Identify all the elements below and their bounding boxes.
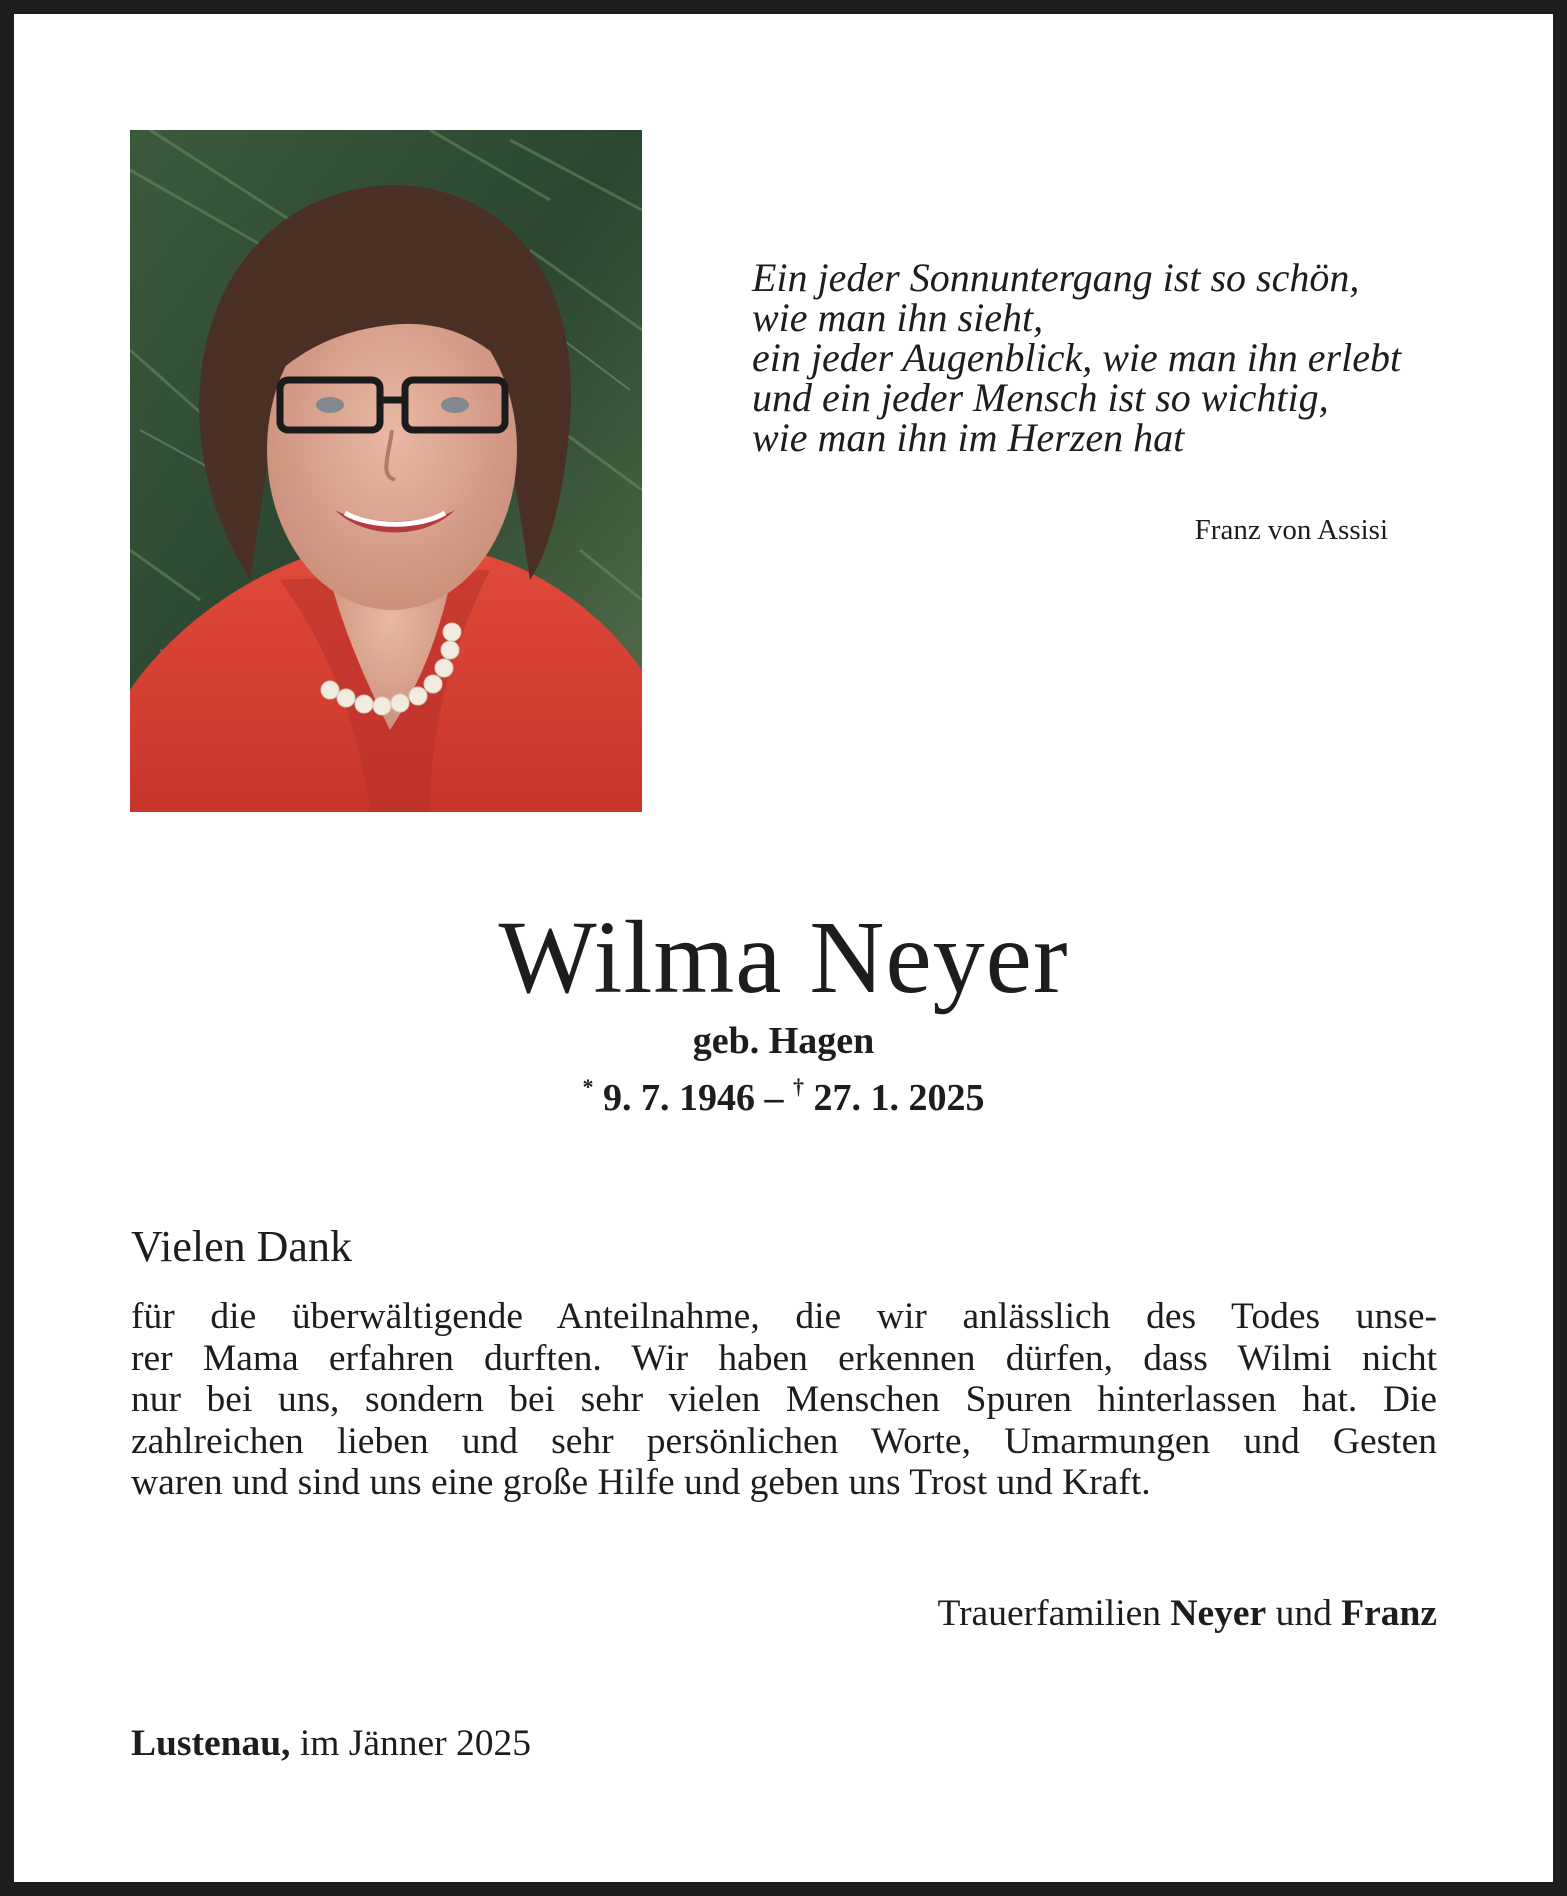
- family-name-1: Neyer: [1170, 1593, 1267, 1634]
- thanks-line: für die überwältigende Anteilnahme, die wir anlässlich des Todes unse-: [131, 1296, 1437, 1337]
- date-separator: –: [764, 1077, 784, 1119]
- place: Lustenau,: [131, 1723, 291, 1764]
- thanks-line: waren und sind uns eine große Hilfe und geben uns Trost und Kraft.: [131, 1462, 1151, 1503]
- quote-line: wie man ihn sieht,: [752, 295, 1044, 340]
- death-symbol: †: [793, 1074, 804, 1099]
- birth-date: 9. 7. 1946: [603, 1077, 755, 1119]
- thanks-line: zahlreichen lieben und sehr persönlichen Worte, Umarmungen und Gesten: [131, 1420, 1437, 1462]
- birth-symbol: *: [582, 1074, 594, 1099]
- date: im Jänner 2025: [299, 1723, 532, 1764]
- signature-conjunction: und: [1275, 1593, 1332, 1634]
- quote-line: wie man ihn im Herzen hat: [752, 415, 1185, 460]
- thanks-line: nur bei uns, sondern bei sehr vielen Menschen Spuren hinterlassen hat. Die: [131, 1379, 1437, 1420]
- memorial-quote: [752, 255, 1442, 460]
- portrait-photo: [130, 130, 642, 812]
- quote-line: Ein jeder Sonnuntergang ist so schön,: [752, 255, 1360, 300]
- thanks-line: rer Mama erfahren durften. Wir haben erkennen dürfen, dass Wilmi nicht: [131, 1337, 1437, 1379]
- signature: [600, 1592, 1437, 1636]
- family-name-2: Franz: [1341, 1593, 1437, 1634]
- thanks-text: [131, 1296, 1437, 1504]
- quote-author: Franz von Assisi: [1194, 514, 1388, 546]
- life-dates: [0, 1064, 1567, 1121]
- death-date: 27. 1. 2025: [813, 1077, 985, 1119]
- quote-line: ein jeder Augenblick, wie man ihn erlebt: [752, 335, 1402, 380]
- place-date: [131, 1722, 531, 1766]
- deceased-name: Wilma Neyer: [498, 900, 1069, 1015]
- signature-prefix: Trauerfamilien: [937, 1593, 1162, 1634]
- maiden-name: geb. Hagen: [692, 1020, 875, 1062]
- quote-line: und ein jeder Mensch ist so wichtig,: [752, 375, 1329, 420]
- thanks-title: Vielen Dank: [131, 1222, 352, 1271]
